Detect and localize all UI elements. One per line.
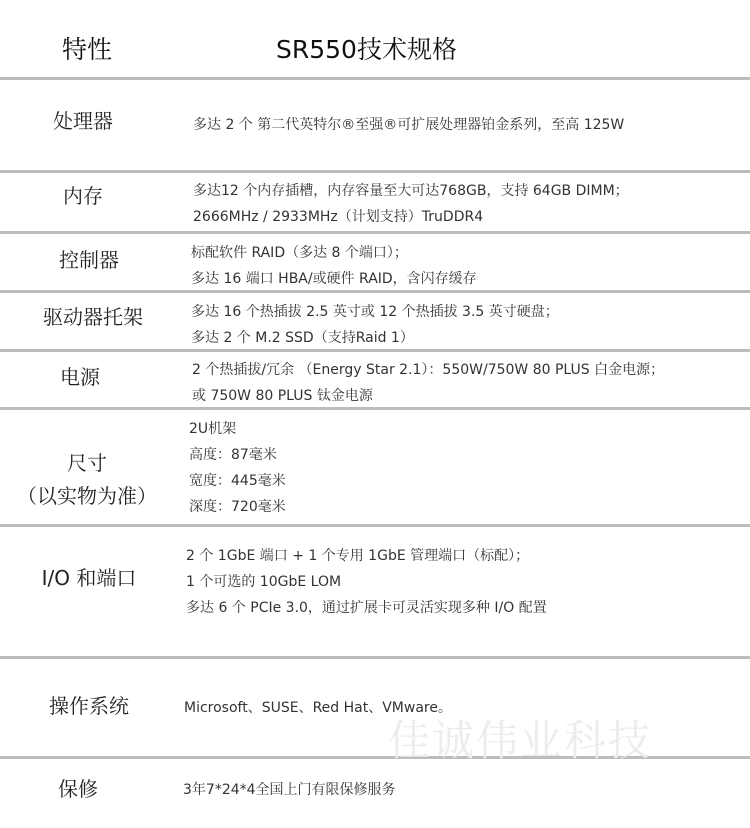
spec-line: 2U机架 [189, 421, 237, 437]
spec-label-os [26, 690, 152, 723]
divider [0, 524, 750, 527]
spec-value-power [192, 357, 664, 409]
spec-label-text: 保修 [58, 777, 98, 801]
spec-line: 多达 2 个 M.2 SSD（支持Raid 1） [191, 330, 414, 346]
spec-line: 多达 2 个 第二代英特尔®至强®可扩展处理器铂金系列，至高 125W [193, 117, 625, 133]
spec-label-drive-bays [20, 301, 166, 334]
spec-label-text: 尺寸 [67, 451, 107, 475]
spec-value-io-ports [186, 543, 547, 621]
spec-value-memory [193, 178, 629, 230]
spec-line: 多达 6 个 PCIe 3.0，通过扩展卡可灵活实现多种 I/O 配置 [186, 600, 547, 616]
spec-line: 2 个热插拔/冗余 （Energy Star 2.1）：550W/750W 80 PLUS 白金电源； [192, 362, 665, 378]
spec-line: 2 个 1GbE 端口 + 1 个专用 1GbE 管理端口（标配）； [186, 548, 530, 564]
spec-value-drive-bays [191, 299, 559, 351]
spec-label-subtext: （以实物为准） [17, 484, 157, 508]
watermark: 佳诚伟业科技 [388, 716, 653, 765]
spec-label-text: 电源 [60, 365, 100, 389]
spec-label-warranty [15, 773, 141, 806]
spec-line: Microsoft、SUSE、Red Hat、VMware。 [184, 700, 452, 716]
spec-label-power [17, 361, 143, 394]
spec-value-processor [193, 112, 624, 138]
page-title: SR550技术规格 [276, 35, 457, 64]
spec-line: 深度：720毫米 [189, 499, 286, 515]
spec-value-warranty [183, 777, 396, 803]
spec-line: 标配软件 RAID（多达 8 个端口）； [191, 245, 408, 261]
spec-label-text: I/O 和端口 [41, 566, 137, 590]
spec-label-processor [20, 105, 146, 138]
spec-line: 2666MHz / 2933MHz（计划支持）TruDDR4 [193, 209, 484, 225]
divider [0, 656, 750, 659]
spec-label-memory [20, 180, 146, 213]
spec-label-io-ports [24, 562, 154, 595]
spec-line: 或 750W 80 PLUS 钛金电源 [192, 388, 373, 404]
divider [0, 170, 750, 173]
divider [0, 231, 750, 234]
spec-value-os [184, 695, 452, 721]
spec-line: 高度：87毫米 [189, 447, 277, 463]
spec-line: 1 个可选的 10GbE LOM [186, 574, 342, 590]
spec-label-controller [26, 244, 152, 277]
spec-value-dimensions [189, 416, 286, 520]
spec-label-text: 处理器 [53, 109, 113, 133]
feature-header: 特性 [62, 35, 113, 64]
spec-label-text: 内存 [63, 184, 103, 208]
divider [0, 77, 750, 80]
spec-line: 宽度：445毫米 [189, 473, 286, 489]
spec-value-controller [191, 240, 477, 292]
spec-line: 3年7*24*4全国上门有限保修服务 [183, 782, 396, 798]
spec-line: 多达12 个内存插槽，内存容量至大可达768GB，支持 64GB DIMM； [193, 183, 629, 199]
spec-label-text: 控制器 [59, 248, 119, 272]
spec-label-text: 驱动器托架 [43, 305, 143, 329]
spec-line: 多达 16 端口 HBA/或硬件 RAID，含闪存缓存 [191, 271, 477, 287]
spec-label-dimensions [12, 447, 162, 513]
spec-label-text: 操作系统 [49, 694, 129, 718]
spec-line: 多达 16 个热插拔 2.5 英寸或 12 个热插拔 3.5 英寸硬盘； [191, 304, 559, 320]
